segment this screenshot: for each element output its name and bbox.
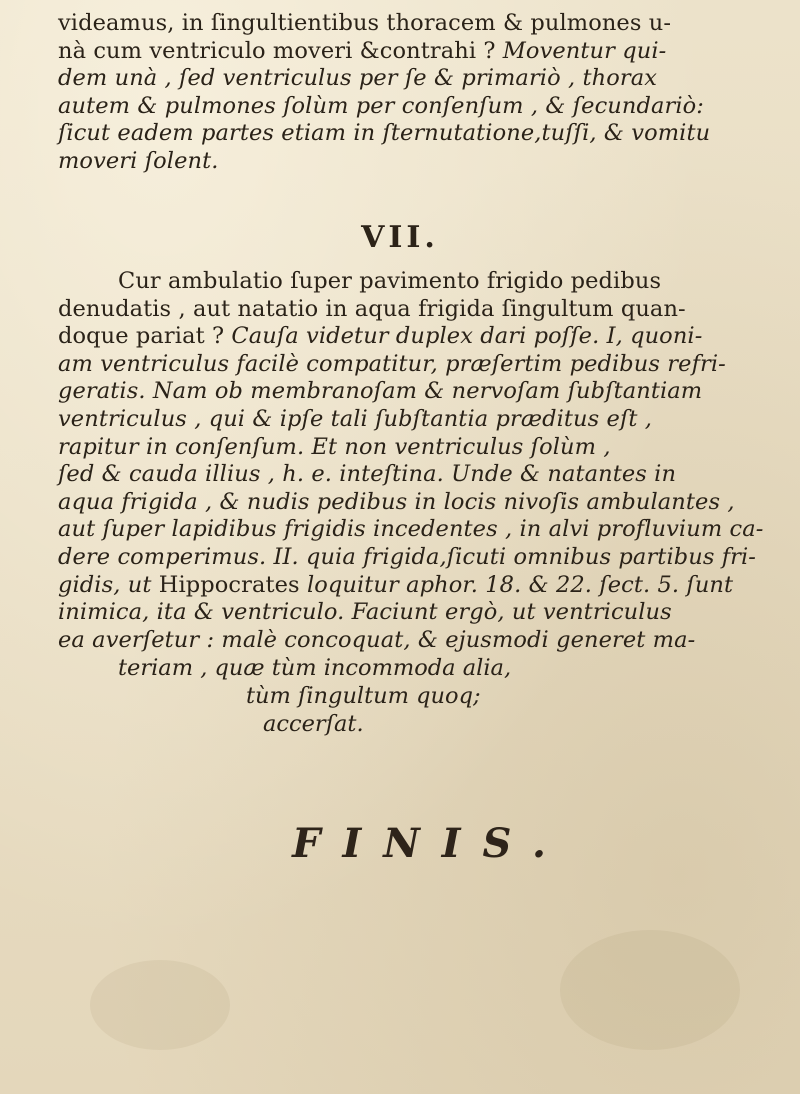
text-line <box>58 38 768 66</box>
text-line <box>58 572 778 600</box>
text-line <box>58 406 778 434</box>
text-span: nà cum ventriculo moveri &contrahi ? <box>58 37 503 64</box>
text-span: am ventriculus facilè compatitur, præſertim pedibus refri- <box>58 350 726 377</box>
text-span: moveri ſolent. <box>58 147 219 174</box>
text-line <box>58 461 778 489</box>
text-line <box>58 148 768 176</box>
text-line <box>58 378 778 406</box>
text-span: Cur ambulatio ſuper pavimento frigido pedibus <box>118 268 662 294</box>
text-span: Hippocrates <box>158 571 307 598</box>
section-heading: VII. <box>361 220 439 255</box>
text-line <box>58 93 768 121</box>
text-span: ſed & cauda illius , h. e. inteſtina. Unde & natantes in <box>58 461 677 488</box>
text-span: videamus, in ſingultientibus thoracem & pulmones u- <box>58 10 672 36</box>
text-line <box>58 120 768 148</box>
text-span: doque pariat ? <box>58 323 232 350</box>
text-line <box>58 599 778 627</box>
text-line <box>58 10 768 38</box>
paper-stain <box>560 930 740 1050</box>
text-line <box>58 351 778 379</box>
text-span: dem unà , ſed ventriculus per ſe & primariò , thorax <box>58 65 658 92</box>
text-span: loquitur aphor. 18. & 22. ſect. 5. ſunt <box>306 571 734 598</box>
text-span: autem & pulmones ſolùm per conſenſum , & ſecundariò: <box>58 92 704 119</box>
tail-line: teriam , quæ tùm incommoda alia, <box>118 655 512 681</box>
text-line <box>58 516 778 544</box>
tail-line: accerſat. <box>263 711 364 737</box>
text-span: gidis, ut <box>58 571 159 598</box>
text-line <box>58 268 778 296</box>
text-span: Moventur qui- <box>502 37 667 64</box>
text-span: aut ſuper lapidibus frigidis incedentes , in alvi profluvium ca- <box>58 516 764 543</box>
text-span: ventriculus , qui & ipſe tali ſubſtantia præditus eſt , <box>58 405 653 432</box>
text-span: inimica, ita & ventriculo. Faciunt ergò, ut ventriculus <box>58 599 672 626</box>
text-span: ea averſetur : malè concoquat, & ejusmodi generet ma- <box>58 626 696 653</box>
text-line <box>58 323 778 351</box>
text-line <box>58 296 778 324</box>
paragraph-top <box>58 10 768 176</box>
text-span: rapitur in conſenſum. Et non ventriculus ſolùm , <box>58 433 611 460</box>
text-span: denudatis , aut natatio in aqua frigida ſingultum quan- <box>58 295 686 322</box>
paper-stain <box>90 960 230 1050</box>
text-line <box>58 544 778 572</box>
finis-colophon: FINIS. <box>292 820 568 867</box>
text-line <box>58 434 778 462</box>
text-line <box>58 627 778 655</box>
paragraph-bottom <box>58 268 778 654</box>
text-span: aqua frigida , & nudis pedibus in locis nivoſis ambulantes , <box>58 488 735 515</box>
text-span: ſicut eadem partes etiam in ſternutatione,tuſſi, & vomitu <box>58 120 711 147</box>
tail-line: tùm ſingultum quoq; <box>246 683 481 709</box>
text-span: Cauſa videtur duplex dari poſſe. I, quoni- <box>231 323 703 350</box>
text-span: dere comperimus. II. quia frigida,ſicuti omnibus partibus fri- <box>58 543 757 570</box>
text-line <box>58 489 778 517</box>
text-line <box>58 65 768 93</box>
text-span: geratis. Nam ob membranoſam & nervoſam ſubſtantiam <box>58 378 703 405</box>
